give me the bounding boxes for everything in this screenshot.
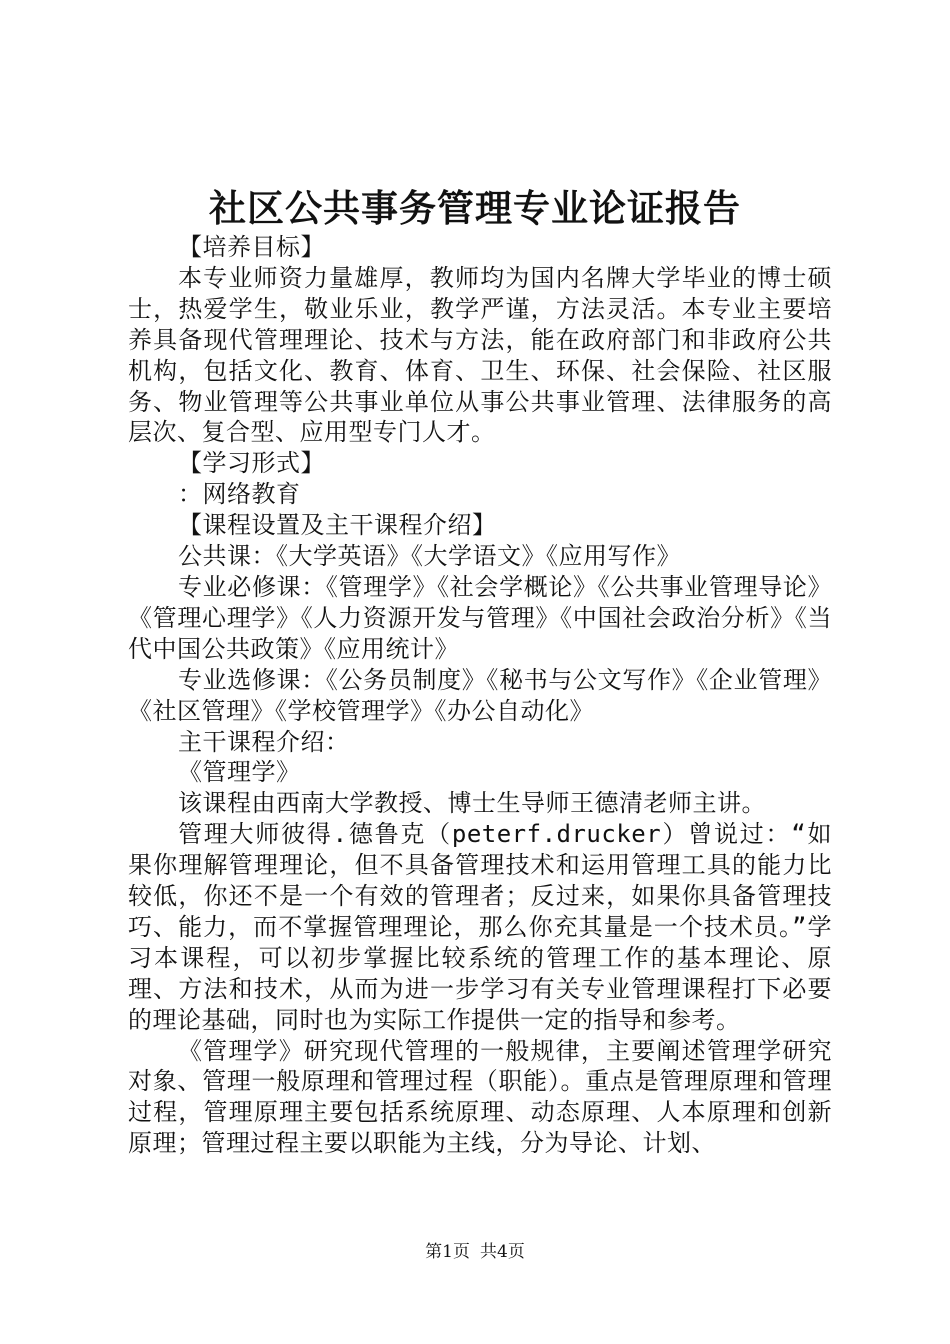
page-total: 共4页 <box>480 1242 525 1262</box>
page-number: 第1页 <box>425 1242 470 1262</box>
section-heading-training-goal: 【培养目标】 <box>178 233 325 261</box>
page-footer <box>0 1240 950 1264</box>
paragraph-course-lecturer: 该课程由西南大学教授、博士生导师王德清老师主讲。 <box>178 789 766 818</box>
paragraph-public-courses: 公共课：《大学英语》《大学语文》《应用写作》 <box>178 542 681 571</box>
paragraph-elective-courses: 专业选修课：《公务员制度》《秘书与公文写作》《企业管理》《社区管理》《学校管理学》《办公自动化》 <box>128 665 832 725</box>
paragraph-drucker-quote: 管理大师彼得.德鲁克（peterf.drucker）曾说过：“如果你理解管理理论，但不具备管理技术和运用管理工具的能力比较低，你还不是一个有效的管理者；反过来，如果你具备管理技巧、能力，而不掌握管理理论，那么你充其量是一个技术员。”学习本课程，可以初步掌握比较系统的管理工作的基本理论、原理、方法和技术，从而为进一步学习有关专业管理课程打下必要的理论基础，同时也为实际工作提供一定的指导和参考。 <box>128 820 832 1034</box>
paragraph-course-name: 《管理学》 <box>178 758 301 787</box>
paragraph-study-form: ：网络教育 <box>178 480 301 509</box>
paragraph-required-courses: 专业必修课：《管理学》《社会学概论》《公共事业管理导论》《管理心理学》《人力资源开发与管理》《中国社会政治分析》《当代中国公共政策》《应用统计》 <box>128 572 832 663</box>
section-heading-study-form: 【学习形式】 <box>178 449 325 478</box>
document-body <box>128 232 832 1159</box>
document-title: 社区公共事务管理专业论证报告 <box>209 186 741 230</box>
paragraph-main-courses-heading: 主干课程介绍： <box>178 727 350 756</box>
paragraph-course-content: 《管理学》研究现代管理的一般规律，主要阐述管理学研究对象、管理一般原理和管理过程（职能）。重点是管理原理和管理过程，管理原理主要包括系统原理、动态原理、人本原理和创新原理；管理过程主要以职能为主线，分为导论、计划、 <box>128 1036 832 1158</box>
paragraph-training-goal: 本专业师资力量雄厚，教师均为国内名牌大学毕业的博士硕士，热爱学生，敬业乐业，教学严谨，方法灵活。本专业主要培养具备现代管理理论、技术与方法，能在政府部门和非政府公共机构，包括文化、教育、体育、卫生、环保、社会保险、社区服务、物业管理等公共事业单位从事公共事业管理、法律服务的高层次、复合型、应用型专门人才。 <box>128 263 832 447</box>
section-heading-courses: 【课程设置及主干课程介绍】 <box>178 511 497 540</box>
